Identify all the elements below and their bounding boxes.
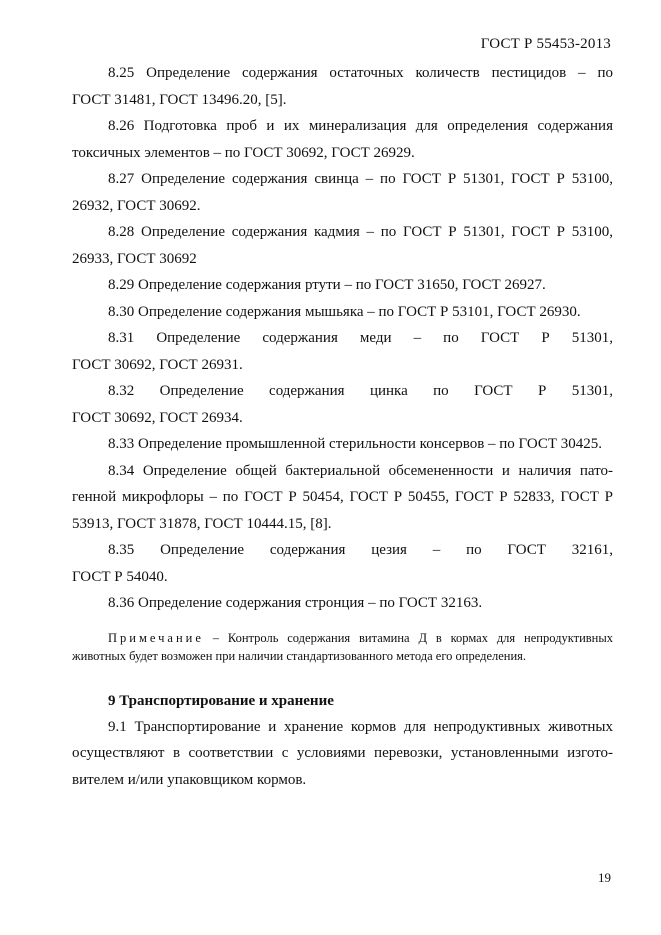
- item-8-25: [72, 60, 613, 113]
- section-9-title: 9 Транспортирование и хранение: [108, 692, 334, 709]
- item-first-line: 8.35 Определение содержания цезия – по ГОСТ 32161,: [108, 542, 613, 558]
- item-continuation: генной микрофлоры – по ГОСТ Р 50454, ГОСТ Р 50455, ГОСТ Р 52833, ГОСТ Р 53913, ГОСТ 31878, ГОСТ 10444.15, [8].: [72, 489, 613, 532]
- section-8-items: [72, 60, 613, 617]
- item-continuation: ГОСТ Р 54040.: [72, 568, 168, 585]
- page-content: [72, 60, 613, 793]
- item-first-line: 8.25 Определение содержания остаточных количеств пестицидов – по: [108, 65, 613, 81]
- item-8-29: [72, 272, 613, 299]
- note-text: – Контроль содержания витамина Д в кормах для непродуктивных животных будет возможен при наличии стандартизованного метода его определения.: [72, 630, 613, 663]
- item-continuation: 26932, ГОСТ 30692.: [72, 197, 201, 214]
- item-8-28: [72, 219, 613, 272]
- note: [72, 629, 613, 665]
- item-first-line: 8.26 Подготовка проб и их минерализация для определения содержания: [108, 118, 613, 134]
- item-continuation: ГОСТ 31481, ГОСТ 13496.20, [5].: [72, 91, 287, 108]
- item-continuation: 26933, ГОСТ 30692: [72, 250, 197, 267]
- item-first-line: 8.28 Определение содержания кадмия – по ГОСТ Р 51301, ГОСТ Р 53100,: [108, 224, 613, 240]
- item-first-line: 8.29 Определение содержания ртути – по ГОСТ 31650, ГОСТ 26927.: [108, 277, 546, 293]
- item-continuation: ГОСТ 30692, ГОСТ 26934.: [72, 409, 243, 426]
- note-label: Примечание: [108, 630, 204, 645]
- item-first-line: 8.27 Определение содержания свинца – по ГОСТ Р 51301, ГОСТ Р 53100,: [108, 171, 613, 187]
- item-8-27: [72, 166, 613, 219]
- item-8-26: [72, 113, 613, 166]
- item-8-30: [72, 299, 613, 326]
- item-first-line: 8.31 Определение содержания меди – по ГОСТ Р 51301,: [108, 330, 613, 346]
- item-8-31: [72, 325, 613, 378]
- section-9-paragraph: 9.1 Транспортирование и хранение кормов для непродуктивных животных осуществляют в соответствии с условиями перевозки, установленными изгото-вителем и/или упаковщиком кормов.: [72, 718, 613, 788]
- item-continuation: ГОСТ 30692, ГОСТ 26931.: [72, 356, 243, 373]
- item-8-35: [72, 537, 613, 590]
- document-code: ГОСТ Р 55453-2013: [480, 36, 611, 52]
- page-number: 19: [598, 870, 611, 885]
- item-first-line: 8.32 Определение содержания цинка по ГОСТ Р 51301,: [108, 383, 613, 399]
- item-first-line: 8.34 Определение общей бактериальной обсемененности и наличия пато-: [108, 462, 613, 479]
- item-first-line: 8.36 Определение содержания стронция – по ГОСТ 32163.: [108, 595, 483, 611]
- item-8-32: [72, 378, 613, 431]
- item-8-36: [72, 590, 613, 617]
- item-continuation: токсичных элементов – по ГОСТ 30692, ГОСТ 26929.: [72, 144, 415, 161]
- item-first-line: 8.30 Определение содержания мышьяка – по ГОСТ Р 53101, ГОСТ 26930.: [108, 303, 581, 320]
- item-8-34: [72, 458, 613, 538]
- item-8-33: [72, 431, 613, 458]
- item-first-line: 8.33 Определение промышленной стерильности консервов – по ГОСТ 30425.: [108, 436, 603, 452]
